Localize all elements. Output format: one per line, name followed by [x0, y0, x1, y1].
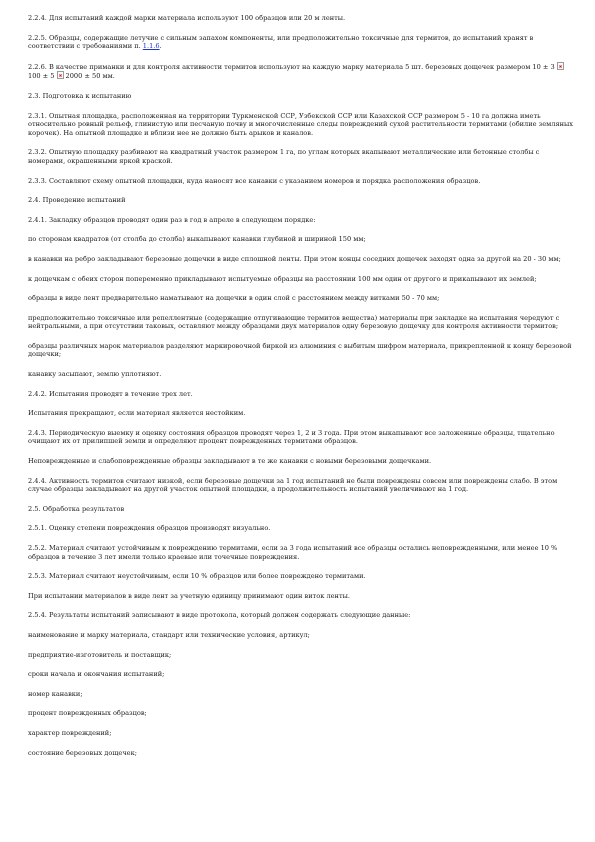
- list-item: сроки начала и окончания испытаний;: [28, 670, 165, 679]
- paragraph-text: Испытания прекращают, если материал является нестойким.: [28, 409, 246, 418]
- paragraph-text: При испытании материалов в виде лент за учетную единицу принимают один виток ленты.: [28, 591, 350, 600]
- section-heading-2-4: 2.4. Проведение испытаний: [28, 196, 126, 205]
- document-page: [28, 14, 576, 768]
- list-item: образцы в виде лент предварительно наматывают на дощечки в один слой с расстоянием между витками 50 - 70 мм;: [28, 294, 440, 303]
- paragraph-2-2-5-end: .: [159, 42, 162, 51]
- list-item: процент поврежденных образцов;: [28, 709, 147, 718]
- paragraph-2-3-3: 2.3.3. Составляют схему опытной площадки, куда наносят все канавки с указанием номеров и порядка расположения образцов.: [28, 176, 481, 185]
- paragraph-2-3-2: 2.3.2. Опытную площадку разбивают на квадратный участок размером 1 га, по углам которых вкапывают металлические или бетонные столбы с номерами, окрашенными яркой краской.: [28, 148, 540, 165]
- list-item: характер повреждений;: [28, 728, 112, 737]
- paragraph-2-2-6: [28, 62, 576, 81]
- paragraph-2-5-3: 2.5.3. Материал считают неустойчивым, если 10 % образцов или более повреждено термитами.: [28, 572, 366, 581]
- broken-image-icon: [57, 71, 64, 79]
- list-item: предположительно токсичные или репеллентные (содержащие отпугивающие термитов вещества) материалы при закладке на испытания чередуют с нейтральными, а при отсутствии таковых, оставляют между образцами двух материалов одну березовую дощечку для контроля активности термитов;: [28, 313, 560, 331]
- paragraph-2-2-5-text: 2.2.5. Образцы, содержащие летучие с сильным запахом компоненты, или предположительно токсичные для термитов, до испытаний хранят в соответствии с требованиями п.: [28, 33, 534, 51]
- paragraph-2-4-3: 2.4.3. Периодическую выемку и оценку состояния образцов проводят через 1, 2 и 3 года. При этом выкапывают все заложенные образцы, тщательно очищают их от прилипшей земли и определяют процент поврежденных термитами образцов.: [28, 428, 555, 446]
- list-item: в канавки на ребро закладывают березовые дощечки в виде сплошной ленты. При этом концы соседних дощечек заходят одна за другой на 20 - 30 мм;: [28, 254, 561, 263]
- list-item: предприятие-изготовитель и поставщик;: [28, 650, 172, 659]
- paragraph-2-2-5: [28, 34, 576, 51]
- paragraph-2-5-4: 2.5.4. Результаты испытаний записывают в виде протокола, который должен содержать следующие данные:: [28, 611, 411, 620]
- list-item: образцы различных марок материалов разделяют маркировочной биркой из алюминия с выбитым шифром материала, прикрепленной к концу березовой дощечки;: [28, 341, 572, 359]
- list-item: наименование и марку материала, стандарт или технические условия, артикул;: [28, 630, 310, 639]
- list-item: состояние березовых дощечек;: [28, 748, 137, 757]
- section-heading-2-5: 2.5. Обработка результатов: [28, 504, 125, 513]
- paragraph-2-2-6-part-3: 2000 ± 50 мм.: [65, 72, 115, 81]
- list-item: номер канавки;: [28, 689, 83, 698]
- paragraph-2-4-4: 2.4.4. Активность термитов считают низкой, если березовые дощечки за 1 год испытаний не были повреждены совсем или повреждены слабо. В этом случае образцы закладывают на другой участок опытной площадки, а продолжительность испытаний увеличивают на 1 год.: [28, 476, 558, 494]
- paragraph-2-2-4: 2.2.4. Для испытаний каждой марки материала используют 100 образцов или 20 м ленты.: [28, 14, 346, 22]
- paragraph-2-3-1: 2.3.1. Опытная площадка, расположенная на территории Туркменской ССР, Узбекской ССР или Казахской ССР размером 5 - 10 га должна иметь относительно ровный рельеф, глинистую или песчаную почву и многочисленные следы повреждений сухой растительности термитами (обилие земляных корочек). На опытной площадке и вблизи нее не должно быть арыков и каналов.: [28, 111, 573, 137]
- list-item: к дощечкам с обеих сторон попеременно прикладывают испытуемые образцы на расстоянии 100 мм один от другого и прикапывают их землей;: [28, 274, 537, 283]
- paragraph-2-2-6-part-2: 100 ± 5: [28, 72, 55, 81]
- paragraph-2-5-2: 2.5.2. Материал считают устойчивым к повреждению термитами, если за 3 года испытаний все образцы остались неповрежденными, или менее 10 % образцов в течение 3 лет имели только краевые или точечные повреждения.: [28, 544, 558, 561]
- paragraph-2-4-1: 2.4.1. Закладку образцов проводят один раз в год в апреле в следующем порядке:: [28, 215, 316, 224]
- section-heading-2-3: 2.3. Подготовка к испытанию: [28, 91, 132, 100]
- broken-image-icon: [557, 62, 564, 70]
- paragraph-2-4-2: 2.4.2. Испытания проводят в течение трех лет.: [28, 389, 193, 398]
- paragraph-text: Неповрежденные и слабоповрежденные образцы закладывают в те же канавки с новыми березовыми дощечками.: [28, 457, 432, 466]
- paragraph-2-5-1: 2.5.1. Оценку степени повреждения образцов производят визуально.: [28, 524, 271, 533]
- list-item: по сторонам квадратов (от столба до столба) выкапывают канавки глубиной и шириной 150 мм;: [28, 235, 366, 244]
- paragraph-2-2-6-part-1: 2.2.6. В качестве приманки и для контроля активности термитов используют на каждую марку материала 5 шт. березовых дощечек размером 10 ± 3: [28, 62, 555, 71]
- clause-reference-link[interactable]: 1.1.6: [142, 42, 160, 51]
- list-item: канавку засыпают, землю уплотняют.: [28, 370, 162, 379]
